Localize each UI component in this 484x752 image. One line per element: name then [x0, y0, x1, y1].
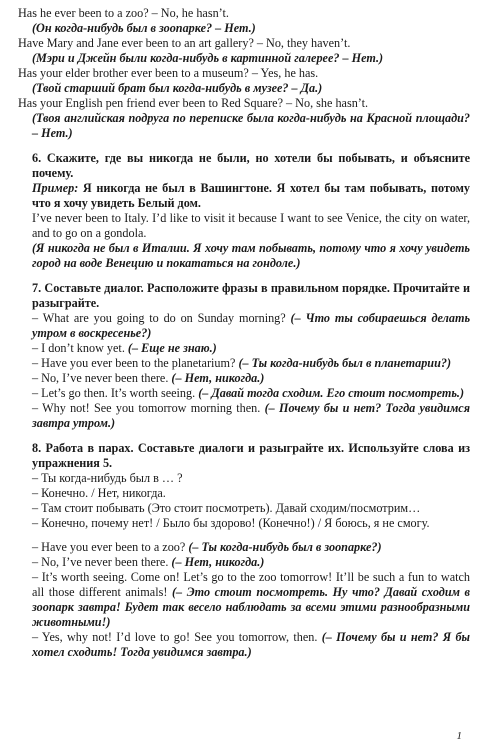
line-ru: (– Еще не знаю.): [127, 341, 217, 355]
example-label: Пример:: [32, 181, 79, 195]
task-heading: 6. Скажите, где вы никогда не были, но хотели бы побывать, и объясните почему.: [32, 151, 470, 180]
answer-ru: (Я никогда не был в Италии. Я хочу там побывать, потому что я хочу увидеть город на воде Венецию и покататься на гондоле.): [32, 241, 470, 270]
line-ru: (– Почему бы и нет? Тогда увидимся завтра утром.): [32, 401, 470, 430]
dialog-line: [18, 341, 470, 356]
section5-answers: [18, 6, 470, 141]
dialog-line: [18, 311, 470, 341]
line-en: – No, I’ve never been there.: [32, 371, 169, 385]
task-heading: 7. Составьте диалог. Расположите фразы в правильном порядке. Прочитайте и разыграйте.: [32, 281, 470, 310]
line-en: – Have you ever been to the planetarium?: [32, 356, 236, 370]
answer-en: Have Mary and Jane ever been to an art gallery? – No, they haven’t.: [18, 36, 351, 50]
answer-ru: (Мэри и Джейн были когда-нибудь в картинной галерее? – Нет.): [32, 51, 384, 65]
dialog-line: [18, 356, 470, 371]
answer-ru: (Твой старший брат был когда-нибудь в музее? – Да.): [32, 81, 323, 95]
section8: [18, 441, 470, 660]
template-line: – Ты когда-нибудь был в … ?: [32, 471, 183, 485]
dialog-line: [18, 570, 470, 630]
example-text: Я никогда не был в Вашингтоне. Я хотел бы там побывать, потому что я хочу увидеть Белый дом.: [32, 181, 470, 210]
section6: [18, 151, 470, 271]
line-ru: (– Давай тогда сходим. Его стоит посмотреть.): [198, 386, 465, 400]
answer-ru: (Он когда-нибудь был в зоопарке? – Нет.): [32, 21, 256, 35]
dialog-line: [18, 386, 470, 401]
answer-en: Has he ever been to a zoo? – No, he hasn’t.: [18, 6, 229, 20]
answer-en: Has your English pen friend ever been to Red Square? – No, she hasn’t.: [18, 96, 369, 110]
answer-en: I’ve never been to Italy. I’d like to visit it because I want to see Venice, the city on water, and to go on a gondola.: [32, 211, 470, 240]
line-en: – Let’s go then. It’s worth seeing.: [32, 386, 196, 400]
dialog-line: [18, 630, 470, 660]
line-ru: (– Это стоит посмотреть. Ну что? Давай сходим в зоопарк завтра! Будет так весело наблюдать за всеми этими разнообразными животными!): [32, 585, 470, 629]
template-line: – Конечно. / Нет, никогда.: [32, 486, 166, 500]
line-en: – Why not! See you tomorrow morning then.: [32, 401, 261, 415]
dialog-line: [18, 555, 470, 570]
line-en: – What are you going to do on Sunday morning?: [32, 311, 286, 325]
document-page: [18, 6, 470, 660]
line-ru: (– Что ты собираешься делать утром в воскресенье?): [32, 311, 471, 340]
page-number: 1: [456, 730, 462, 742]
answer-ru: (Твоя английская подруга по переписке была когда-нибудь на Красной площади? – Нет.): [32, 111, 470, 140]
spacer: [18, 531, 470, 540]
example: [18, 181, 470, 211]
template-line: – Конечно, почему нет! / Было бы здорово! (Конечно!) / Я боюсь, я не смогу.: [32, 516, 430, 530]
dialog-line: [18, 540, 470, 555]
line-en: – I don’t know yet.: [32, 341, 125, 355]
section7: [18, 281, 470, 431]
line-ru: (– Нет, никогда.): [171, 371, 265, 385]
line-en: – Yes, why not! I’d love to go! See you tomorrow, then.: [32, 630, 318, 644]
task-heading: 8. Работа в парах. Составьте диалоги и разыграйте их. Используйте слова из упражнения 5.: [32, 441, 470, 470]
dialog-line: [18, 401, 470, 431]
line-ru: (– Почему бы и нет? Я бы хотел сходить! Тогда увидимся завтра.): [32, 630, 470, 659]
dialog-line: [18, 371, 470, 386]
answer-en: Has your elder brother ever been to a museum? – Yes, he has.: [18, 66, 319, 80]
line-en: – Have you ever been to a zoo?: [32, 540, 186, 554]
line-en: – No, I’ve never been there.: [32, 555, 169, 569]
line-en: – It’s worth seeing. Come on! Let’s go to the zoo tomorrow! It’ll be such a fun to watch all those different animals!: [32, 570, 470, 599]
template-line: – Там стоит побывать (Это стоит посмотреть). Давай сходим/посмотрим…: [32, 501, 421, 515]
line-ru: (– Ты когда-нибудь был в планетарии?): [238, 356, 451, 370]
line-ru: (– Нет, никогда.): [171, 555, 265, 569]
line-ru: (– Ты когда-нибудь был в зоопарке?): [188, 540, 382, 554]
